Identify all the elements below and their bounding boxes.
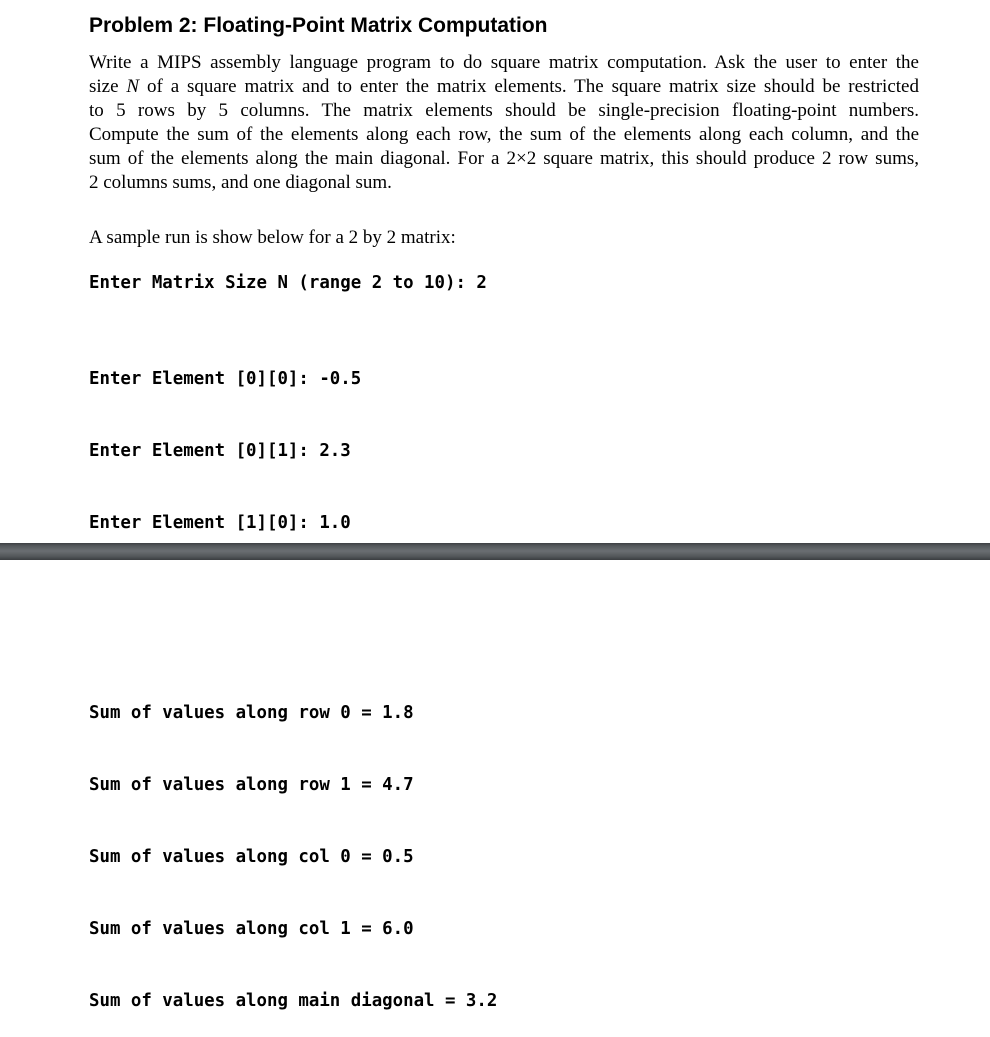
sample-run-intro: A sample run is show below for a 2 by 2 matrix: <box>89 227 456 248</box>
description-line-5: sum of the elements along the main diagonal. For a 2×2 square matrix, this should produce 2 row sums, <box>89 148 919 169</box>
sum-output-line: Sum of values along col 0 = 0.5 <box>89 847 414 867</box>
description-line-2-start: size <box>89 76 127 97</box>
problem-description <box>89 51 919 195</box>
description-line-2 <box>89 75 919 99</box>
sum-output-line: Sum of values along col 1 = 6.0 <box>89 919 414 939</box>
element-prompt: Enter Element [0][0]: -0.5 <box>89 369 362 389</box>
matrix-size-variable: N <box>126 76 140 97</box>
matrix-size-prompt: Enter Matrix Size N (range 2 to 10): 2 <box>89 273 487 293</box>
problem-title: Problem 2: Floating-Point Matrix Computation <box>89 14 548 37</box>
sum-output-line: Sum of values along row 0 = 1.8 <box>89 703 414 723</box>
description-line-1: Write a MIPS assembly language program to do square matrix computation. Ask the user to enter the <box>89 52 919 73</box>
element-prompt: Enter Element [1][0]: 1.0 <box>89 513 351 533</box>
description-line-6: 2 columns sums, and one diagonal sum. <box>89 172 392 193</box>
page-divider <box>0 543 990 560</box>
description-line-3: to 5 rows by 5 columns. The matrix elements should be single-precision floating-point numbers. <box>89 100 919 121</box>
description-line-2-end: of a square matrix and to enter the matrix elements. The square matrix size should be restricted <box>139 76 919 97</box>
sum-output-line: Sum of values along main diagonal = 3.2 <box>89 991 498 1011</box>
element-prompt: Enter Element [0][1]: 2.3 <box>89 441 351 461</box>
description-line-4: Compute the sum of the elements along each row, the sum of the elements along each column, and the <box>89 124 919 145</box>
sum-output-line: Sum of values along row 1 = 4.7 <box>89 775 414 795</box>
sum-outputs <box>89 653 497 1037</box>
